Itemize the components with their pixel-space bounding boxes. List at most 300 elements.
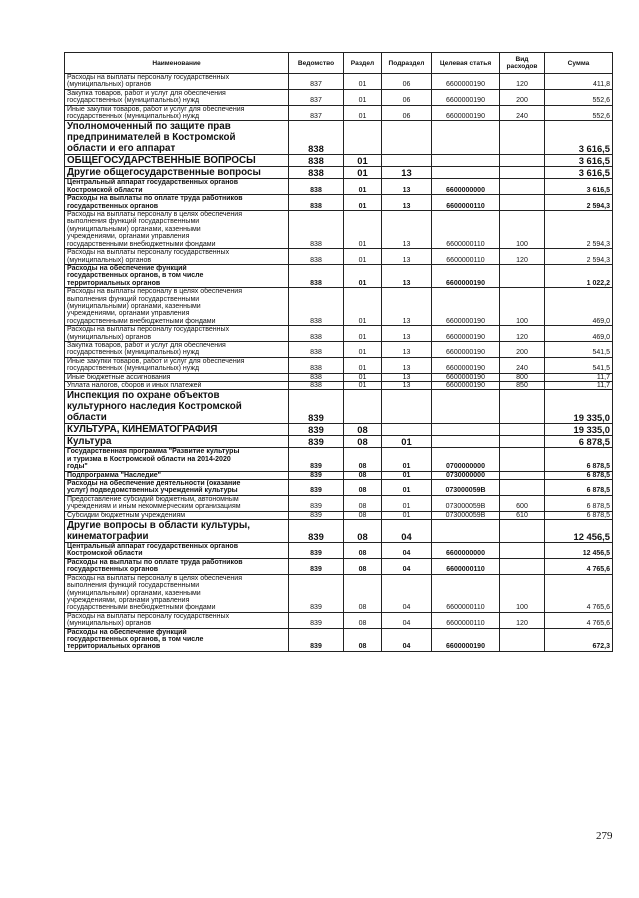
vid-cell: 240 <box>500 105 545 121</box>
header-podrazdel: Подраздел <box>382 53 432 74</box>
razdel-cell: 01 <box>344 211 382 249</box>
vedomstvo-cell: 839 <box>289 628 344 651</box>
name-line: Субсидии бюджетным учреждениям <box>67 511 186 519</box>
statya-cell: 6600000110 <box>432 195 500 211</box>
header-name: Наименование <box>65 53 289 74</box>
name-line: учреждениям и иным некоммерческим организациям <box>67 503 241 511</box>
vedomstvo-cell: 838 <box>289 264 344 287</box>
name-line: Расходы на выплаты персоналу государственных <box>67 249 230 257</box>
name-line: Расходы на выплаты персоналу государственных <box>67 74 230 81</box>
vid-cell <box>500 628 545 651</box>
razdel-cell: 01 <box>344 341 382 357</box>
name-line: Подпрограмма "Наследие" <box>67 471 161 479</box>
summa-cell: 6 878,5 <box>545 495 613 511</box>
statya-cell <box>432 520 500 543</box>
name-line: территориальных органов <box>67 643 161 651</box>
podrazdel-cell: 13 <box>382 326 432 342</box>
statya-cell <box>432 390 500 424</box>
summa-cell: 3 616,5 <box>545 179 613 195</box>
name-line: Закупка товаров, работ и услуг для обеспечения <box>67 89 226 97</box>
vedomstvo-cell: 837 <box>289 74 344 90</box>
table-row <box>65 543 613 559</box>
name-cell <box>65 105 289 121</box>
podrazdel-cell: 06 <box>382 89 432 105</box>
table-row <box>65 574 613 612</box>
statya-cell: 073000059В <box>432 511 500 519</box>
name-line: услуг) подведомственных учреждений культуры <box>67 487 238 495</box>
name-line: выполнения функций государственными <box>67 218 200 226</box>
summa-cell: 6 878,5 <box>545 480 613 496</box>
vid-cell <box>500 480 545 496</box>
table-row <box>65 121 613 155</box>
name-cell <box>65 89 289 105</box>
podrazdel-cell: 01 <box>382 511 432 519</box>
summa-cell: 3 616,5 <box>545 167 613 179</box>
name-cell <box>65 520 289 543</box>
table-row <box>65 436 613 448</box>
razdel-cell: 01 <box>344 89 382 105</box>
page-number: 279 <box>596 830 613 842</box>
name-line: государственных (муниципальных) нужд <box>67 349 200 357</box>
name-cell <box>65 480 289 496</box>
vedomstvo-cell: 838 <box>289 341 344 357</box>
table-row <box>65 74 613 90</box>
podrazdel-cell: 13 <box>382 382 432 390</box>
statya-cell <box>432 167 500 179</box>
summa-cell: 19 335,0 <box>545 390 613 424</box>
vedomstvo-cell: 838 <box>289 357 344 373</box>
name-line: (муниципальными) органами, казенными <box>67 302 201 310</box>
name-line: государственных (муниципальных) нужд <box>67 113 200 121</box>
vedomstvo-cell: 839 <box>289 511 344 519</box>
summa-cell: 541,5 <box>545 357 613 373</box>
name-line: и туризма в Костромской области на 2014-2020 <box>67 455 231 463</box>
name-cell <box>65 264 289 287</box>
table-row <box>65 520 613 543</box>
name-cell <box>65 211 289 249</box>
name-line: Государственная программа "Развитие культуры <box>67 448 240 456</box>
name-cell <box>65 424 289 436</box>
vedomstvo-cell: 839 <box>289 436 344 448</box>
podrazdel-cell: 01 <box>382 436 432 448</box>
vid-cell <box>500 179 545 195</box>
vedomstvo-cell: 839 <box>289 448 344 471</box>
razdel-cell: 08 <box>344 471 382 479</box>
budget-table <box>64 52 613 652</box>
razdel-cell: 01 <box>344 264 382 287</box>
statya-cell: 6600000190 <box>432 288 500 326</box>
table-row <box>65 471 613 479</box>
name-line: годы" <box>67 463 88 471</box>
name-line: Расходы на выплаты персоналу государственных <box>67 326 230 334</box>
statya-cell: 6600000190 <box>432 326 500 342</box>
name-line: Костромской области <box>67 186 143 194</box>
summa-cell: 3 616,5 <box>545 121 613 155</box>
razdel-cell: 08 <box>344 480 382 496</box>
table-row <box>65 511 613 519</box>
razdel-cell: 08 <box>344 511 382 519</box>
razdel-cell: 08 <box>344 424 382 436</box>
table-row <box>65 495 613 511</box>
name-cell <box>65 511 289 519</box>
name-line: (муниципальных) органов <box>67 333 152 341</box>
statya-cell: 6600000110 <box>432 249 500 265</box>
table-row <box>65 341 613 357</box>
name-line: Уплата налогов, сборов и иных платежей <box>67 382 202 389</box>
statya-cell: 6600000190 <box>432 105 500 121</box>
vid-cell: 850 <box>500 382 545 390</box>
statya-cell: 6600000110 <box>432 558 500 574</box>
razdel-cell: 01 <box>344 155 382 167</box>
table-row <box>65 264 613 287</box>
statya-cell <box>432 155 500 167</box>
name-line: (муниципальными) органами, казенными <box>67 225 201 233</box>
podrazdel-cell: 13 <box>382 211 432 249</box>
statya-cell: 0730000000 <box>432 471 500 479</box>
vedomstvo-cell: 839 <box>289 390 344 424</box>
name-line: государственными внебюджетными фондами <box>67 240 216 248</box>
vid-cell <box>500 390 545 424</box>
header-summa: Сумма <box>545 53 613 74</box>
statya-cell: 6600000190 <box>432 341 500 357</box>
name-line: Расходы на выплаты по оплате труда работников <box>67 195 243 203</box>
statya-cell: 6600000190 <box>432 264 500 287</box>
vid-cell: 610 <box>500 511 545 519</box>
vid-cell <box>500 195 545 211</box>
name-cell <box>65 436 289 448</box>
statya-cell: 6600000190 <box>432 373 500 381</box>
vid-cell <box>500 424 545 436</box>
vedomstvo-cell: 839 <box>289 543 344 559</box>
header-vid: Вид расходов <box>500 53 545 74</box>
summa-cell: 552,6 <box>545 89 613 105</box>
razdel-cell: 01 <box>344 167 382 179</box>
table-row <box>65 89 613 105</box>
podrazdel-cell <box>382 121 432 155</box>
name-line: Расходы на обеспечение функций <box>67 628 187 636</box>
name-cell <box>65 179 289 195</box>
name-cell <box>65 574 289 612</box>
name-line: Расходы на выплаты персоналу в целях обеспечения <box>67 574 242 582</box>
podrazdel-cell <box>382 390 432 424</box>
name-line: области <box>67 412 107 424</box>
name-cell <box>65 448 289 471</box>
table-row <box>65 155 613 167</box>
razdel-cell: 01 <box>344 382 382 390</box>
name-line: Культура <box>67 436 112 448</box>
razdel-cell: 08 <box>344 543 382 559</box>
podrazdel-cell: 06 <box>382 105 432 121</box>
vid-cell: 200 <box>500 89 545 105</box>
statya-cell: 6600000000 <box>432 179 500 195</box>
name-cell <box>65 495 289 511</box>
vid-cell <box>500 155 545 167</box>
razdel-cell: 08 <box>344 520 382 543</box>
razdel-cell: 08 <box>344 436 382 448</box>
name-line: кинематографии <box>67 531 149 543</box>
summa-cell: 4 765,6 <box>545 574 613 612</box>
razdel-cell: 08 <box>344 612 382 628</box>
podrazdel-cell <box>382 155 432 167</box>
summa-cell: 6 878,5 <box>545 471 613 479</box>
vid-cell <box>500 558 545 574</box>
podrazdel-cell: 13 <box>382 249 432 265</box>
table-row <box>65 558 613 574</box>
razdel-cell: 01 <box>344 373 382 381</box>
name-cell <box>65 326 289 342</box>
name-line: государственными внебюджетными фондами <box>67 317 216 325</box>
vedomstvo-cell: 838 <box>289 373 344 381</box>
name-line: государственными внебюджетными фондами <box>67 604 216 612</box>
vedomstvo-cell: 838 <box>289 195 344 211</box>
name-line: государственных органов, в том числе <box>67 635 204 643</box>
name-line: Иные закупки товаров, работ и услуг для обеспечения <box>67 357 245 365</box>
podrazdel-cell: 04 <box>382 574 432 612</box>
name-cell <box>65 288 289 326</box>
name-line: (муниципальными) органами, казенными <box>67 589 201 597</box>
vedomstvo-cell: 838 <box>289 121 344 155</box>
podrazdel-cell: 04 <box>382 628 432 651</box>
podrazdel-cell: 04 <box>382 543 432 559</box>
podrazdel-cell: 13 <box>382 179 432 195</box>
summa-cell: 19 335,0 <box>545 424 613 436</box>
name-line: (муниципальных) органов <box>67 81 152 89</box>
name-line: территориальных органов <box>67 279 161 287</box>
statya-cell: 073000059В <box>432 480 500 496</box>
podrazdel-cell: 06 <box>382 74 432 90</box>
razdel-cell: 01 <box>344 74 382 90</box>
vid-cell <box>500 264 545 287</box>
statya-cell: 6600000000 <box>432 543 500 559</box>
summa-cell: 2 594,3 <box>545 249 613 265</box>
statya-cell: 6600000110 <box>432 574 500 612</box>
name-line: Закупка товаров, работ и услуг для обеспечения <box>67 341 226 349</box>
vedomstvo-cell: 838 <box>289 288 344 326</box>
vid-cell <box>500 436 545 448</box>
vid-cell <box>500 448 545 471</box>
vedomstvo-cell: 839 <box>289 424 344 436</box>
vid-cell <box>500 167 545 179</box>
name-line: ОБЩЕГОСУДАРСТВЕННЫЕ ВОПРОСЫ <box>67 155 256 167</box>
vid-cell: 120 <box>500 612 545 628</box>
name-cell <box>65 390 289 424</box>
table-row <box>65 167 613 179</box>
name-line: государственных (муниципальных) нужд <box>67 365 200 373</box>
name-line: Расходы на выплаты персоналу в целях обеспечения <box>67 288 242 296</box>
podrazdel-cell: 13 <box>382 373 432 381</box>
name-line: Уполномоченный по защите прав <box>67 121 231 133</box>
table-row <box>65 195 613 211</box>
razdel-cell: 01 <box>344 195 382 211</box>
statya-cell: 6600000190 <box>432 89 500 105</box>
statya-cell: 6600000110 <box>432 612 500 628</box>
vedomstvo-cell: 838 <box>289 155 344 167</box>
name-line: Иные закупки товаров, работ и услуг для обеспечения <box>67 105 245 113</box>
vedomstvo-cell: 838 <box>289 326 344 342</box>
razdel-cell: 08 <box>344 495 382 511</box>
statya-cell: 073000059В <box>432 495 500 511</box>
summa-cell: 1 022,2 <box>545 264 613 287</box>
statya-cell: 6600000190 <box>432 74 500 90</box>
summa-cell: 4 765,6 <box>545 612 613 628</box>
table-header-row <box>65 53 613 74</box>
summa-cell: 11,7 <box>545 373 613 381</box>
vedomstvo-cell: 837 <box>289 89 344 105</box>
table-row <box>65 480 613 496</box>
name-cell <box>65 543 289 559</box>
vedomstvo-cell: 839 <box>289 520 344 543</box>
vid-cell: 240 <box>500 357 545 373</box>
razdel-cell: 08 <box>344 558 382 574</box>
name-cell <box>65 612 289 628</box>
table-row <box>65 179 613 195</box>
vid-cell: 600 <box>500 495 545 511</box>
summa-cell: 12 456,5 <box>545 543 613 559</box>
name-line: государственных (муниципальных) нужд <box>67 97 200 105</box>
name-cell <box>65 341 289 357</box>
name-cell <box>65 357 289 373</box>
name-line: Расходы на выплаты по оплате труда работников <box>67 558 243 566</box>
table-row <box>65 357 613 373</box>
razdel-cell: 01 <box>344 326 382 342</box>
statya-cell <box>432 436 500 448</box>
podrazdel-cell <box>382 424 432 436</box>
vedomstvo-cell: 839 <box>289 558 344 574</box>
summa-cell: 4 765,6 <box>545 558 613 574</box>
vedomstvo-cell: 838 <box>289 179 344 195</box>
vedomstvo-cell: 839 <box>289 495 344 511</box>
name-line: культурного наследия Костромской <box>67 401 242 413</box>
podrazdel-cell: 01 <box>382 471 432 479</box>
name-cell <box>65 195 289 211</box>
name-cell <box>65 155 289 167</box>
name-line: (муниципальных) органов <box>67 620 152 628</box>
vid-cell: 100 <box>500 288 545 326</box>
vid-cell <box>500 543 545 559</box>
table-row <box>65 326 613 342</box>
vedomstvo-cell: 839 <box>289 612 344 628</box>
name-line: Расходы на обеспечение функций <box>67 264 187 272</box>
name-line: учреждениями, органами управления <box>67 596 190 604</box>
statya-cell: 6600000110 <box>432 211 500 249</box>
razdel-cell: 01 <box>344 179 382 195</box>
vid-cell: 100 <box>500 574 545 612</box>
name-line: Инспекция по охране объектов <box>67 390 220 402</box>
podrazdel-cell: 13 <box>382 341 432 357</box>
summa-cell: 6 878,5 <box>545 448 613 471</box>
podrazdel-cell: 13 <box>382 195 432 211</box>
name-line: КУЛЬТУРА, КИНЕМАТОГРАФИЯ <box>67 424 218 436</box>
name-line: государственных органов, в том числе <box>67 272 204 280</box>
name-cell <box>65 471 289 479</box>
vid-cell <box>500 471 545 479</box>
vid-cell: 800 <box>500 373 545 381</box>
name-cell <box>65 382 289 390</box>
summa-cell: 2 594,3 <box>545 195 613 211</box>
table-row <box>65 382 613 390</box>
razdel-cell: 08 <box>344 448 382 471</box>
name-line: выполнения функций государственными <box>67 295 200 303</box>
name-line: государственных органов <box>67 202 159 210</box>
vedomstvo-cell: 839 <box>289 471 344 479</box>
vid-cell: 200 <box>500 341 545 357</box>
vedomstvo-cell: 839 <box>289 480 344 496</box>
razdel-cell: 08 <box>344 628 382 651</box>
name-line: выполнения функций государственными <box>67 582 200 590</box>
name-cell <box>65 167 289 179</box>
vedomstvo-cell: 838 <box>289 167 344 179</box>
table-row <box>65 424 613 436</box>
razdel-cell: 01 <box>344 288 382 326</box>
name-line: учреждениями, органами управления <box>67 233 190 241</box>
statya-cell: 6600000190 <box>432 357 500 373</box>
name-line: Центральный аппарат государственных органов <box>67 179 239 187</box>
name-cell <box>65 121 289 155</box>
table-row <box>65 448 613 471</box>
table-row <box>65 612 613 628</box>
summa-cell: 541,5 <box>545 341 613 357</box>
statya-cell <box>432 424 500 436</box>
table-body <box>65 74 613 652</box>
razdel-cell: 01 <box>344 105 382 121</box>
statya-cell: 6600000190 <box>432 628 500 651</box>
summa-cell: 552,6 <box>545 105 613 121</box>
name-line: Расходы на обеспечение деятельности (оказание <box>67 480 241 488</box>
razdel-cell: 01 <box>344 249 382 265</box>
summa-cell: 12 456,5 <box>545 520 613 543</box>
podrazdel-cell: 04 <box>382 612 432 628</box>
name-cell <box>65 249 289 265</box>
name-line: учреждениями, органами управления <box>67 310 190 318</box>
vedomstvo-cell: 839 <box>289 574 344 612</box>
table-row <box>65 249 613 265</box>
name-line: области и его аппарат <box>67 143 176 155</box>
razdel-cell: 01 <box>344 357 382 373</box>
summa-cell: 11,7 <box>545 382 613 390</box>
name-cell <box>65 373 289 381</box>
vedomstvo-cell: 837 <box>289 105 344 121</box>
summa-cell: 411,8 <box>545 74 613 90</box>
name-line: Центральный аппарат государственных органов <box>67 543 239 551</box>
podrazdel-cell: 13 <box>382 167 432 179</box>
name-line: Расходы на выплаты персоналу государственных <box>67 612 230 620</box>
name-line: Предоставление субсидий бюджетным, автономным <box>67 495 239 503</box>
razdel-cell <box>344 390 382 424</box>
vid-cell: 120 <box>500 326 545 342</box>
summa-cell: 6 878,5 <box>545 436 613 448</box>
header-statya: Целевая статья <box>432 53 500 74</box>
podrazdel-cell: 01 <box>382 448 432 471</box>
name-line: государственных органов <box>67 566 159 574</box>
podrazdel-cell: 01 <box>382 480 432 496</box>
name-line: (муниципальных) органов <box>67 256 152 264</box>
name-cell <box>65 628 289 651</box>
vid-cell: 120 <box>500 74 545 90</box>
name-line: Костромской области <box>67 550 143 558</box>
podrazdel-cell: 01 <box>382 495 432 511</box>
name-cell <box>65 74 289 90</box>
vedomstvo-cell: 838 <box>289 382 344 390</box>
table-row <box>65 288 613 326</box>
table-row <box>65 211 613 249</box>
podrazdel-cell: 04 <box>382 520 432 543</box>
table-row <box>65 105 613 121</box>
summa-cell: 469,0 <box>545 288 613 326</box>
vid-cell: 100 <box>500 211 545 249</box>
table-row <box>65 628 613 651</box>
summa-cell: 469,0 <box>545 326 613 342</box>
vedomstvo-cell: 838 <box>289 211 344 249</box>
